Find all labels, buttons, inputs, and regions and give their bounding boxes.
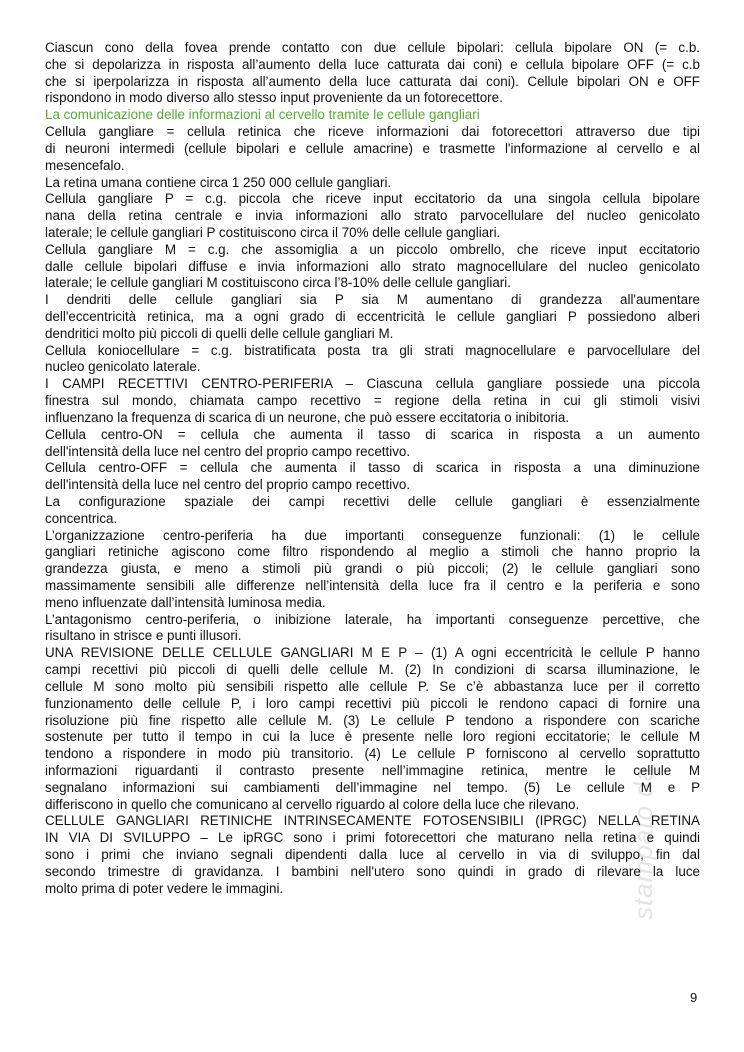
text-line: UNA REVISIONE DELLE CELLULE GANGLIARI M E P – (1) A ogni eccentricità le cellule P hanno [45,645,700,661]
text-line: mesencefalo. [45,157,125,173]
text-line: gangliari retiniche agiscono come filtro rispondendo al meglio a stimoli che hanno proprio la [45,544,700,560]
text-line: dalle cellule bipolari diffuse e invia informazioni allo strato magnocellulare del nucleo genicolato [45,258,700,274]
text-line: dell'intensità della luce nel centro del proprio campo recettivo. [45,477,411,493]
text-line: meno influenzate dall’intensità luminosa media. [45,594,326,610]
text-line: Cellula gangliare M = c.g. che assomiglia a un piccolo ombrello, che riceve input eccitatorio [45,241,700,257]
text-line: dell'intensità della luce nel centro del proprio campo recettivo. [45,443,411,459]
text-line: La configurazione spaziale dei campi recettivi delle cellule gangliari è essenzialmente [45,493,700,509]
text-line: concentrica. [45,510,118,526]
text-line: risoluzione più fine rispetto alle cellule M. (3) Le cellule P tendono a rispondere con scariche [45,712,700,728]
text-line: rispondono in modo diverso allo stesso input proveniente da un fotorecettore. [45,90,503,106]
text-line: I CAMPI RECETTIVI CENTRO-PERIFERIA – Ciascuna cellula gangliare possiede una piccola [45,376,700,392]
text-line: nucleo genicolato laterale. [45,359,201,375]
document-body [45,40,700,897]
text-line: laterale; le cellule gangliari P costituiscono circa il 70% delle cellule gangliari. [45,224,501,240]
paragraph [45,528,700,612]
paragraph [45,460,700,494]
paragraph [45,813,700,897]
section-heading [45,107,700,124]
paragraph [45,612,700,646]
text-line: Cellula koniocellulare = c.g. bistratificata posta tra gli strati magnocellulare e parvocellulare del [45,342,700,358]
text-line: sostenute per tutto il tempo in cui la luce è presente nelle loro regioni eccitatorie; le cellule M [45,729,700,745]
text-line: Cellula centro-ON = cellula che aumenta il tasso di scarica in risposta a un aumento [45,426,700,442]
text-line: differiscono in quello che comunicano al cervello riguardo al colore della luce che rilevano. [45,796,580,812]
text-line: nana della retina centrale e invia informazioni allo strato parvocellulare del nucleo genicolato [45,208,700,224]
text-line: molto prima di poter vedere le immagini. [45,880,284,896]
text-line: risultano in strisce e punti illusori. [45,628,242,644]
text-line: massimamente sensibili alle differenze nell’intensità della luce fra il centro e la periferia e sono [45,578,700,593]
paragraph [45,175,700,192]
text-line: Cellula centro-OFF = cellula che aumenta il tasso di scarica in risposta a una diminuzione [45,460,700,476]
text-line: campi recettivi più piccoli di quelli delle cellule M. (2) In condizioni di scarsa illuminazione, le [45,662,700,678]
text-line: I dendriti delle cellule gangliari sia P sia M aumentano di grandezza all'aumentare [45,292,700,308]
paragraph [45,376,700,426]
paragraph [45,124,700,174]
text-line: Ciascun cono della fovea prende contatto con due cellule bipolari: cellula bipolare ON (= c.b. [45,40,700,55]
text-line: che si iperpolarizza in risposta all’aumento della luce catturata dai coni). Cellule bipolari ON e OFF [45,73,700,89]
text-line: tendono a rispondere in modo più transitorio. (4) Le cellule P forniscono al cervello soprattutto [45,746,700,762]
text-line: che si depolarizza in risposta all’aumento della luce catturata dai coni) e cellula bipolare OFF (= c.b [45,56,700,72]
text-line: secondo trimestre di gravidanza. I bambini nell'utero sono quindi in grado di rilevare la luce [45,863,700,879]
text-line: laterale; le cellule gangliari M costituiscono circa l’8-10% delle cellule gangliari. [45,275,511,291]
paragraph [45,645,700,813]
paragraph [45,343,700,377]
paragraph [45,427,700,461]
text-line: CELLULE GANGLIARI RETINICHE INTRINSECAMENTE FOTOSENSIBILI (IPRGC) NELLA RETINA [45,813,700,829]
paragraph [45,191,700,241]
text-line: L’organizzazione centro-periferia ha due importanti conseguenze funzionali: (1) le cellule [45,527,700,543]
watermark: stampato da [628,765,658,920]
text-line: dendritici molto più piccoli di quelli delle cellule gangliari M. [45,325,394,341]
paragraph [45,242,700,292]
page-number: 9 [690,990,698,1005]
paragraph [45,40,700,107]
text-line: di neuroni intermedi (cellule bipolari e cellule amacrine) e trasmette l'informazione al cervello e al [45,140,700,156]
paragraph [45,494,700,528]
text-line: sono i primi che inviano segnali dipendenti dalla luce al cervello in via di sviluppo, fin dal [45,847,700,862]
text-line: finestra sul mondo, chiamata campo recettivo = regione della retina in cui gli stimoli visivi [45,393,700,409]
text-line: segnalano informazioni sui cambiamenti dell’immagine nel tempo. (5) Le cellule M e P [45,779,700,795]
text-line: La retina umana contiene circa 1 250 000 cellule gangliari. [45,174,392,190]
text-line: Cellula gangliare = cellula retinica che riceve informazioni dai fotorecettori attraverso due tipi [45,124,700,140]
text-line: grandezza giusta, e meno a stimoli più grandi o più piccoli; (2) le cellule gangliari sono [45,561,700,577]
paragraph [45,292,700,342]
text-line: L’antagonismo centro-periferia, o inibizione laterale, ha importanti conseguenze percettive, che [45,611,700,627]
text-line: La comunicazione delle informazioni al cervello tramite le cellule gangliari [45,107,480,123]
text-line: cellule M sono molto più sensibili rispetto alle cellule P. Se c’è abbastanza luce per il corretto [45,678,700,694]
text-line: IN VIA DI SVILUPPO – Le ipRGC sono i primi fotorecettori che maturano nella retina e quindi [45,830,700,846]
text-line: dell'eccentricità retinica, ma a ogni grado di eccentricità le cellule gangliari P possiedono alberi [45,309,700,324]
text-line: influenzano la frequenza di scarica di un neurone, che può essere eccitatoria o inibitoria. [45,409,570,425]
text-line: Cellula gangliare P = c.g. piccola che riceve input eccitatorio da una singola cellula bipolare [45,191,700,207]
text-line: funzionamento delle cellule P, i loro campi recettivi più piccoli le rendono capaci di fornire una [45,695,700,711]
text-line: informazioni riguardanti il contrasto presente nell’immagine retinica, mentre le cellule M [45,762,700,778]
